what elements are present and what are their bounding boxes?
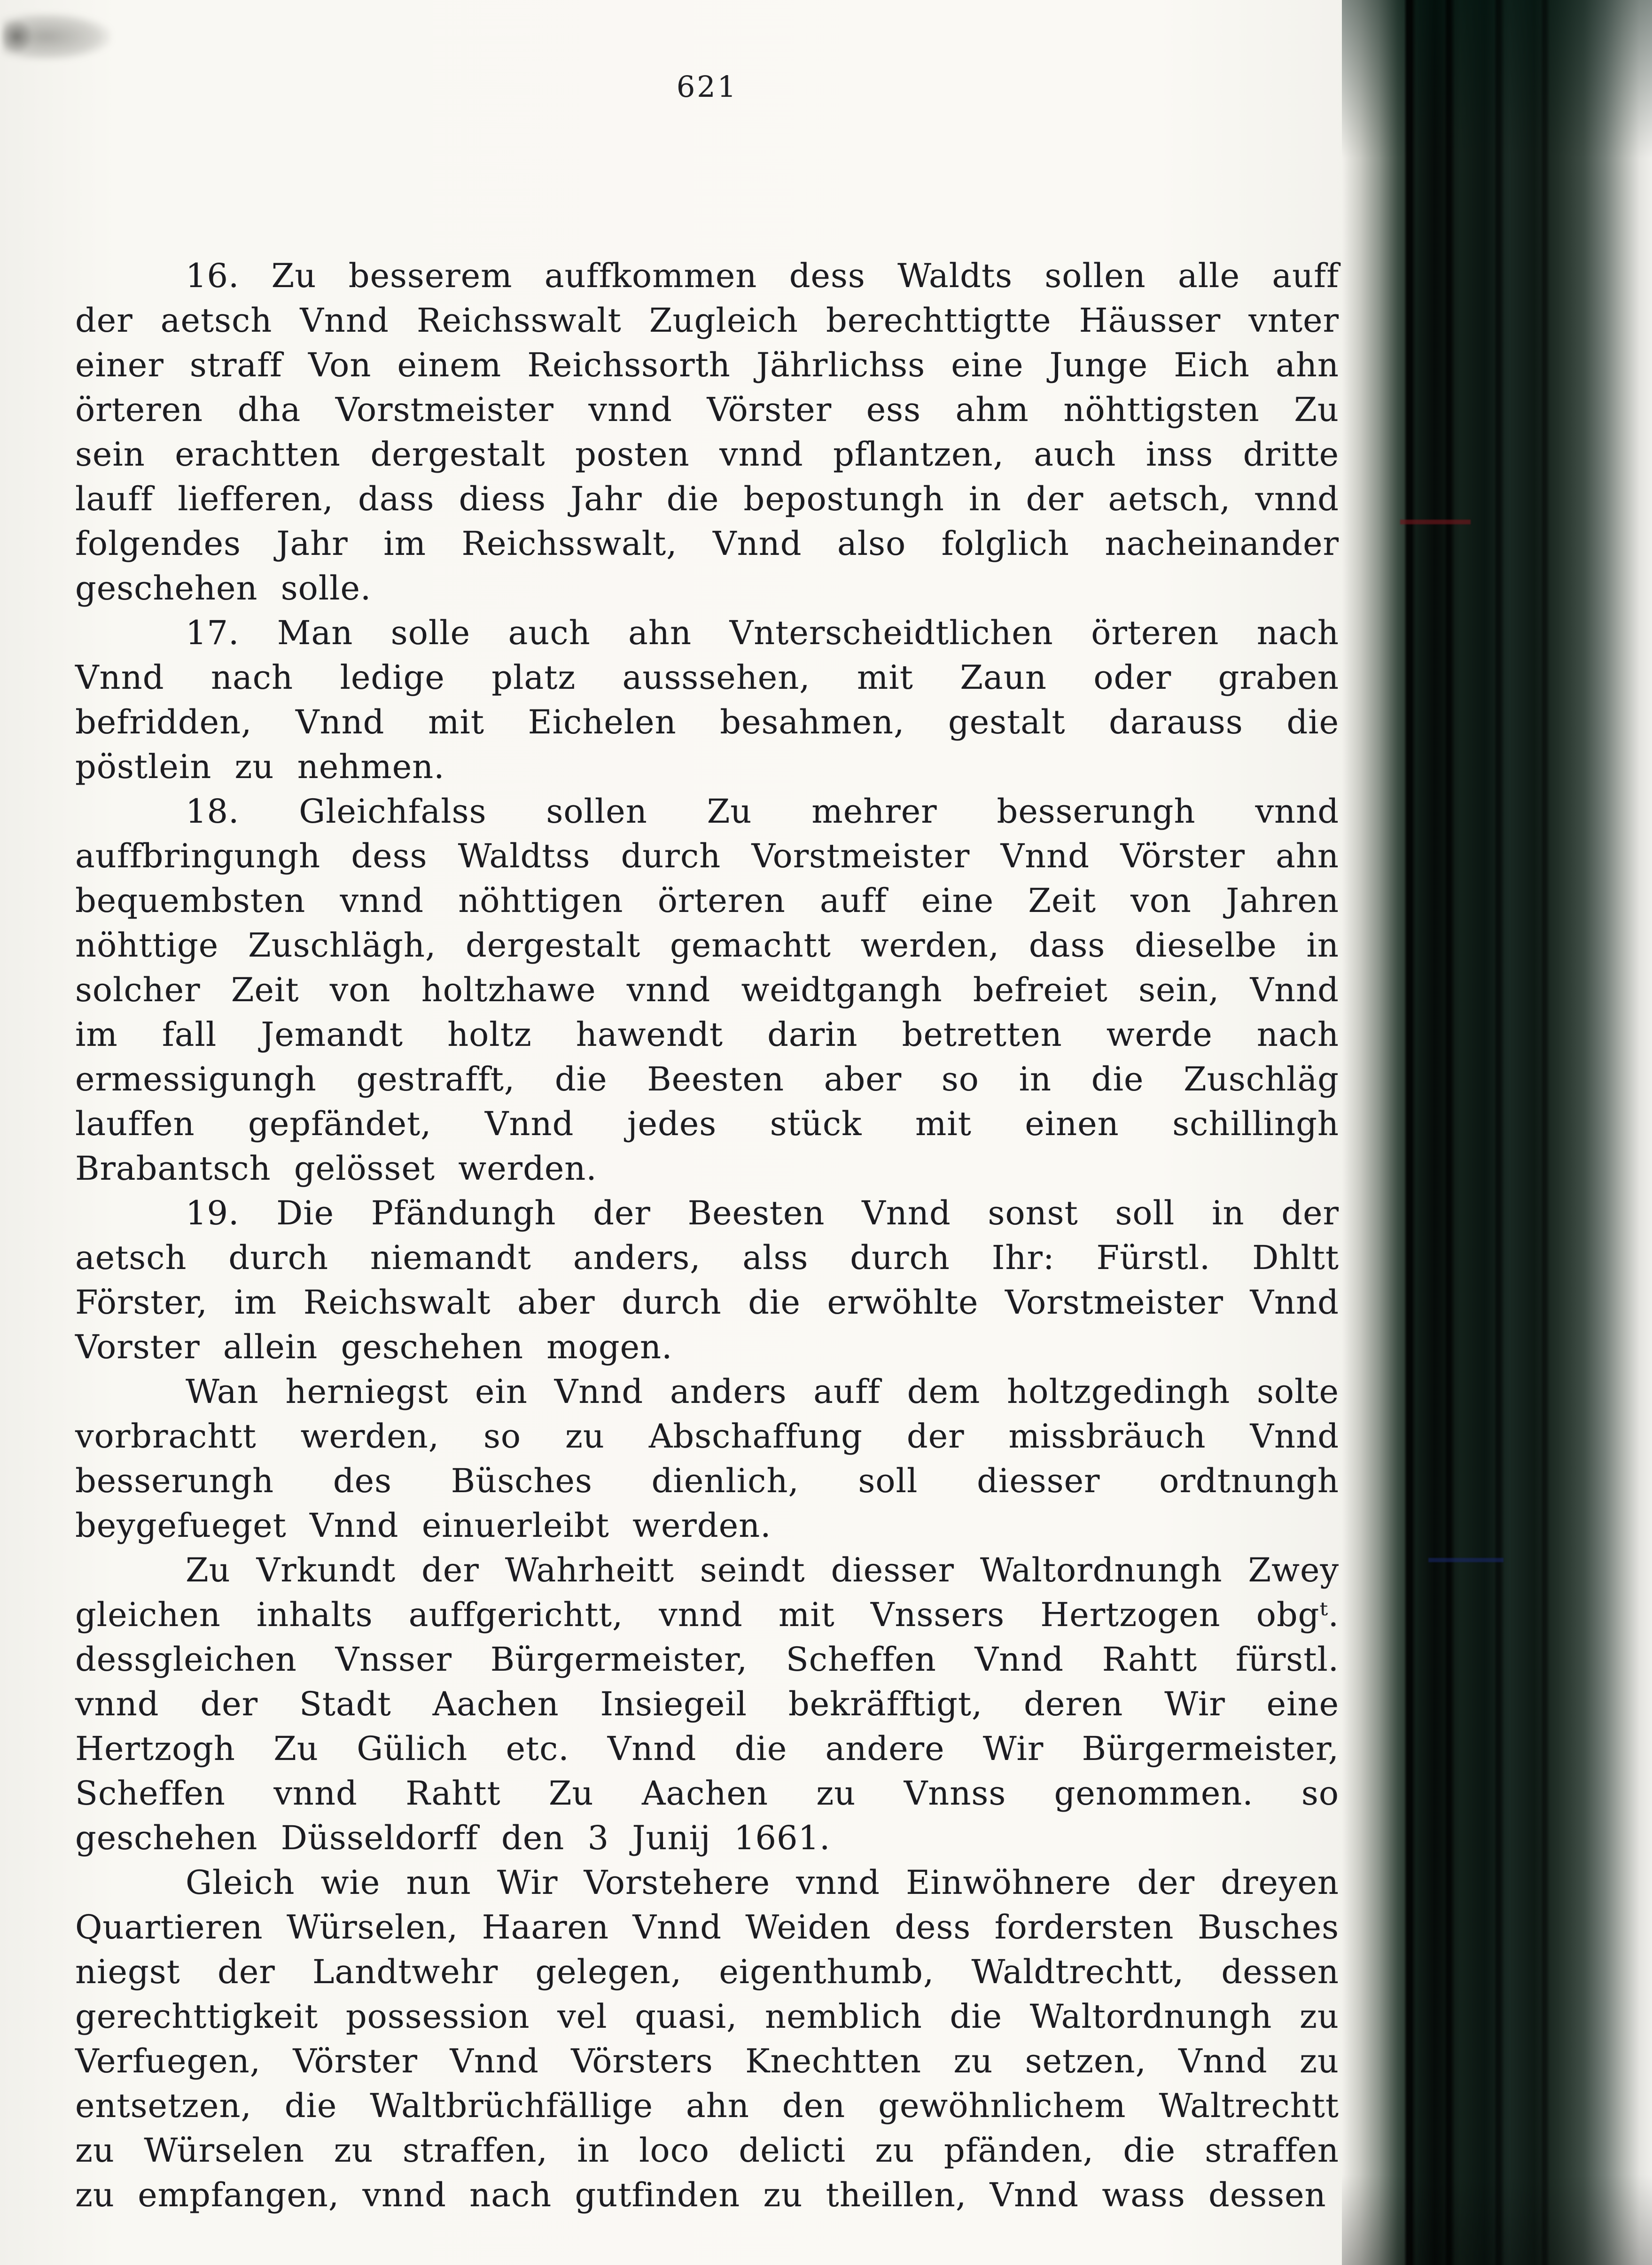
- paragraph-closing-1: Wan herniegst ein Vnnd anders auff dem holtzgedingh solte vorbrachtt werden, so zu Abschaffung der missbräuch Vnnd besserungh des Büsches dienlich, soll diesser ordtnungh beygefueget Vnnd einuerleibt werden.: [75, 1372, 1339, 1545]
- binding-shadow-band: [1342, 0, 1652, 2265]
- paragraph-closing-2: Zu Vrkundt der Wahrheitt seindt diesser Waltordnungh Zwey gleichen inhalts auffgerichtt, vnnd mit Vnssers Hertzogen obgᵗ. dessgleichen Vnsser Bürgermeister, Scheffen Vnnd Rahtt fürstl. vnnd der Stadt Aachen Insiegeil bekräfftigt, deren Wir eine Hertzogh Zu Gülich etc. Vnnd die andere Wir Bürgermeister, Scheffen vnnd Rahtt Zu Aachen zu Vnnss genommen. so geschehen Düsseldorff den 3 Junij 1661.: [75, 1551, 1339, 1857]
- paragraph-17: 17. Man solle auch ahn Vnterscheidtlichen örteren nach Vnnd nach ledige platz ausssehen, mit Zaun oder graben befridden, Vnnd mit Eichelen besahmen, gestalt darauss die pöstlein zu nehmen.: [75, 614, 1339, 786]
- paragraph-closing-3: Gleich wie nun Wir Vorstehere vnnd Einwöhnere der dreyen Quartieren Würselen, Haaren Vnnd Weiden dess fordersten Busches niegst der Landtwehr gelegen, eigenthumb, Waldtrechtt, dessen gerechttigkeit possession vel quasi, nemblich die Waltordnungh zu Verfuegen, Vörster Vnnd Vörsters Knechtten zu setzen, Vnnd zu entsetzen, die Waltbrüchfällige ahn den gewöhnlichem Waltrechtt zu Würselen zu straffen, in loco delicti zu pfänden, die straffen zu empfangen, vnnd nach gutfinden zu theillen, Vnnd wass dessen: [75, 1863, 1339, 2214]
- scan-artifact-red-mark: [1400, 520, 1471, 524]
- scan-artifact-blue-mark: [1428, 1558, 1504, 1562]
- page-text-block: [75, 254, 1339, 2218]
- paragraph-18: 18. Gleichfalss sollen Zu mehrer besserungh vnnd auffbringungh dess Waldtss durch Vorstmeister Vnnd Vörster ahn bequembsten vnnd nöhttigen örteren auff eine Zeit von Jahren nöhttige Zuschlägh, dergestalt gemachtt werden, dass dieselbe in solcher Zeit von holtzhawe vnnd weidtgangh befreiet sein, Vnnd im fall Jemandt holtz hawendt darin betretten werde nach ermessigungh gestrafft, die Beesten aber so in die Zuschläg lauffen gepfändet, Vnnd jedes stück mit einen schillingh Brabantsch gelösset werden.: [75, 792, 1339, 1188]
- paragraph-19: 19. Die Pfändungh der Beesten Vnnd sonst soll in der aetsch durch niemandt anders, alss durch Ihr: Fürstl. Dhltt Förster, im Reichswalt aber durch die erwöhlte Vorstmeister Vnnd Vorster allein geschehen mogen.: [75, 1194, 1339, 1366]
- paragraph-16: 16. Zu besserem auffkommen dess Waldts sollen alle auff der aetsch Vnnd Reichsswalt Zugleich berechttigtte Häusser vnter einer straff Von einem Reichssorth Jährlichss eine Junge Eich ahn örteren dha Vorstmeister vnnd Vörster ess ahm nöhttigsten Zu sein erachtten dergestalt posten vnnd pflantzen, auch inss dritte lauff liefferen, dass diess Jahr die bepostungh in der aetsch, vnnd folgendes Jahr im Reichsswalt, Vnnd also folglich nacheinander geschehen solle.: [75, 257, 1339, 607]
- page-number: 621: [676, 70, 738, 104]
- scan-smudge-dark: [0, 19, 33, 54]
